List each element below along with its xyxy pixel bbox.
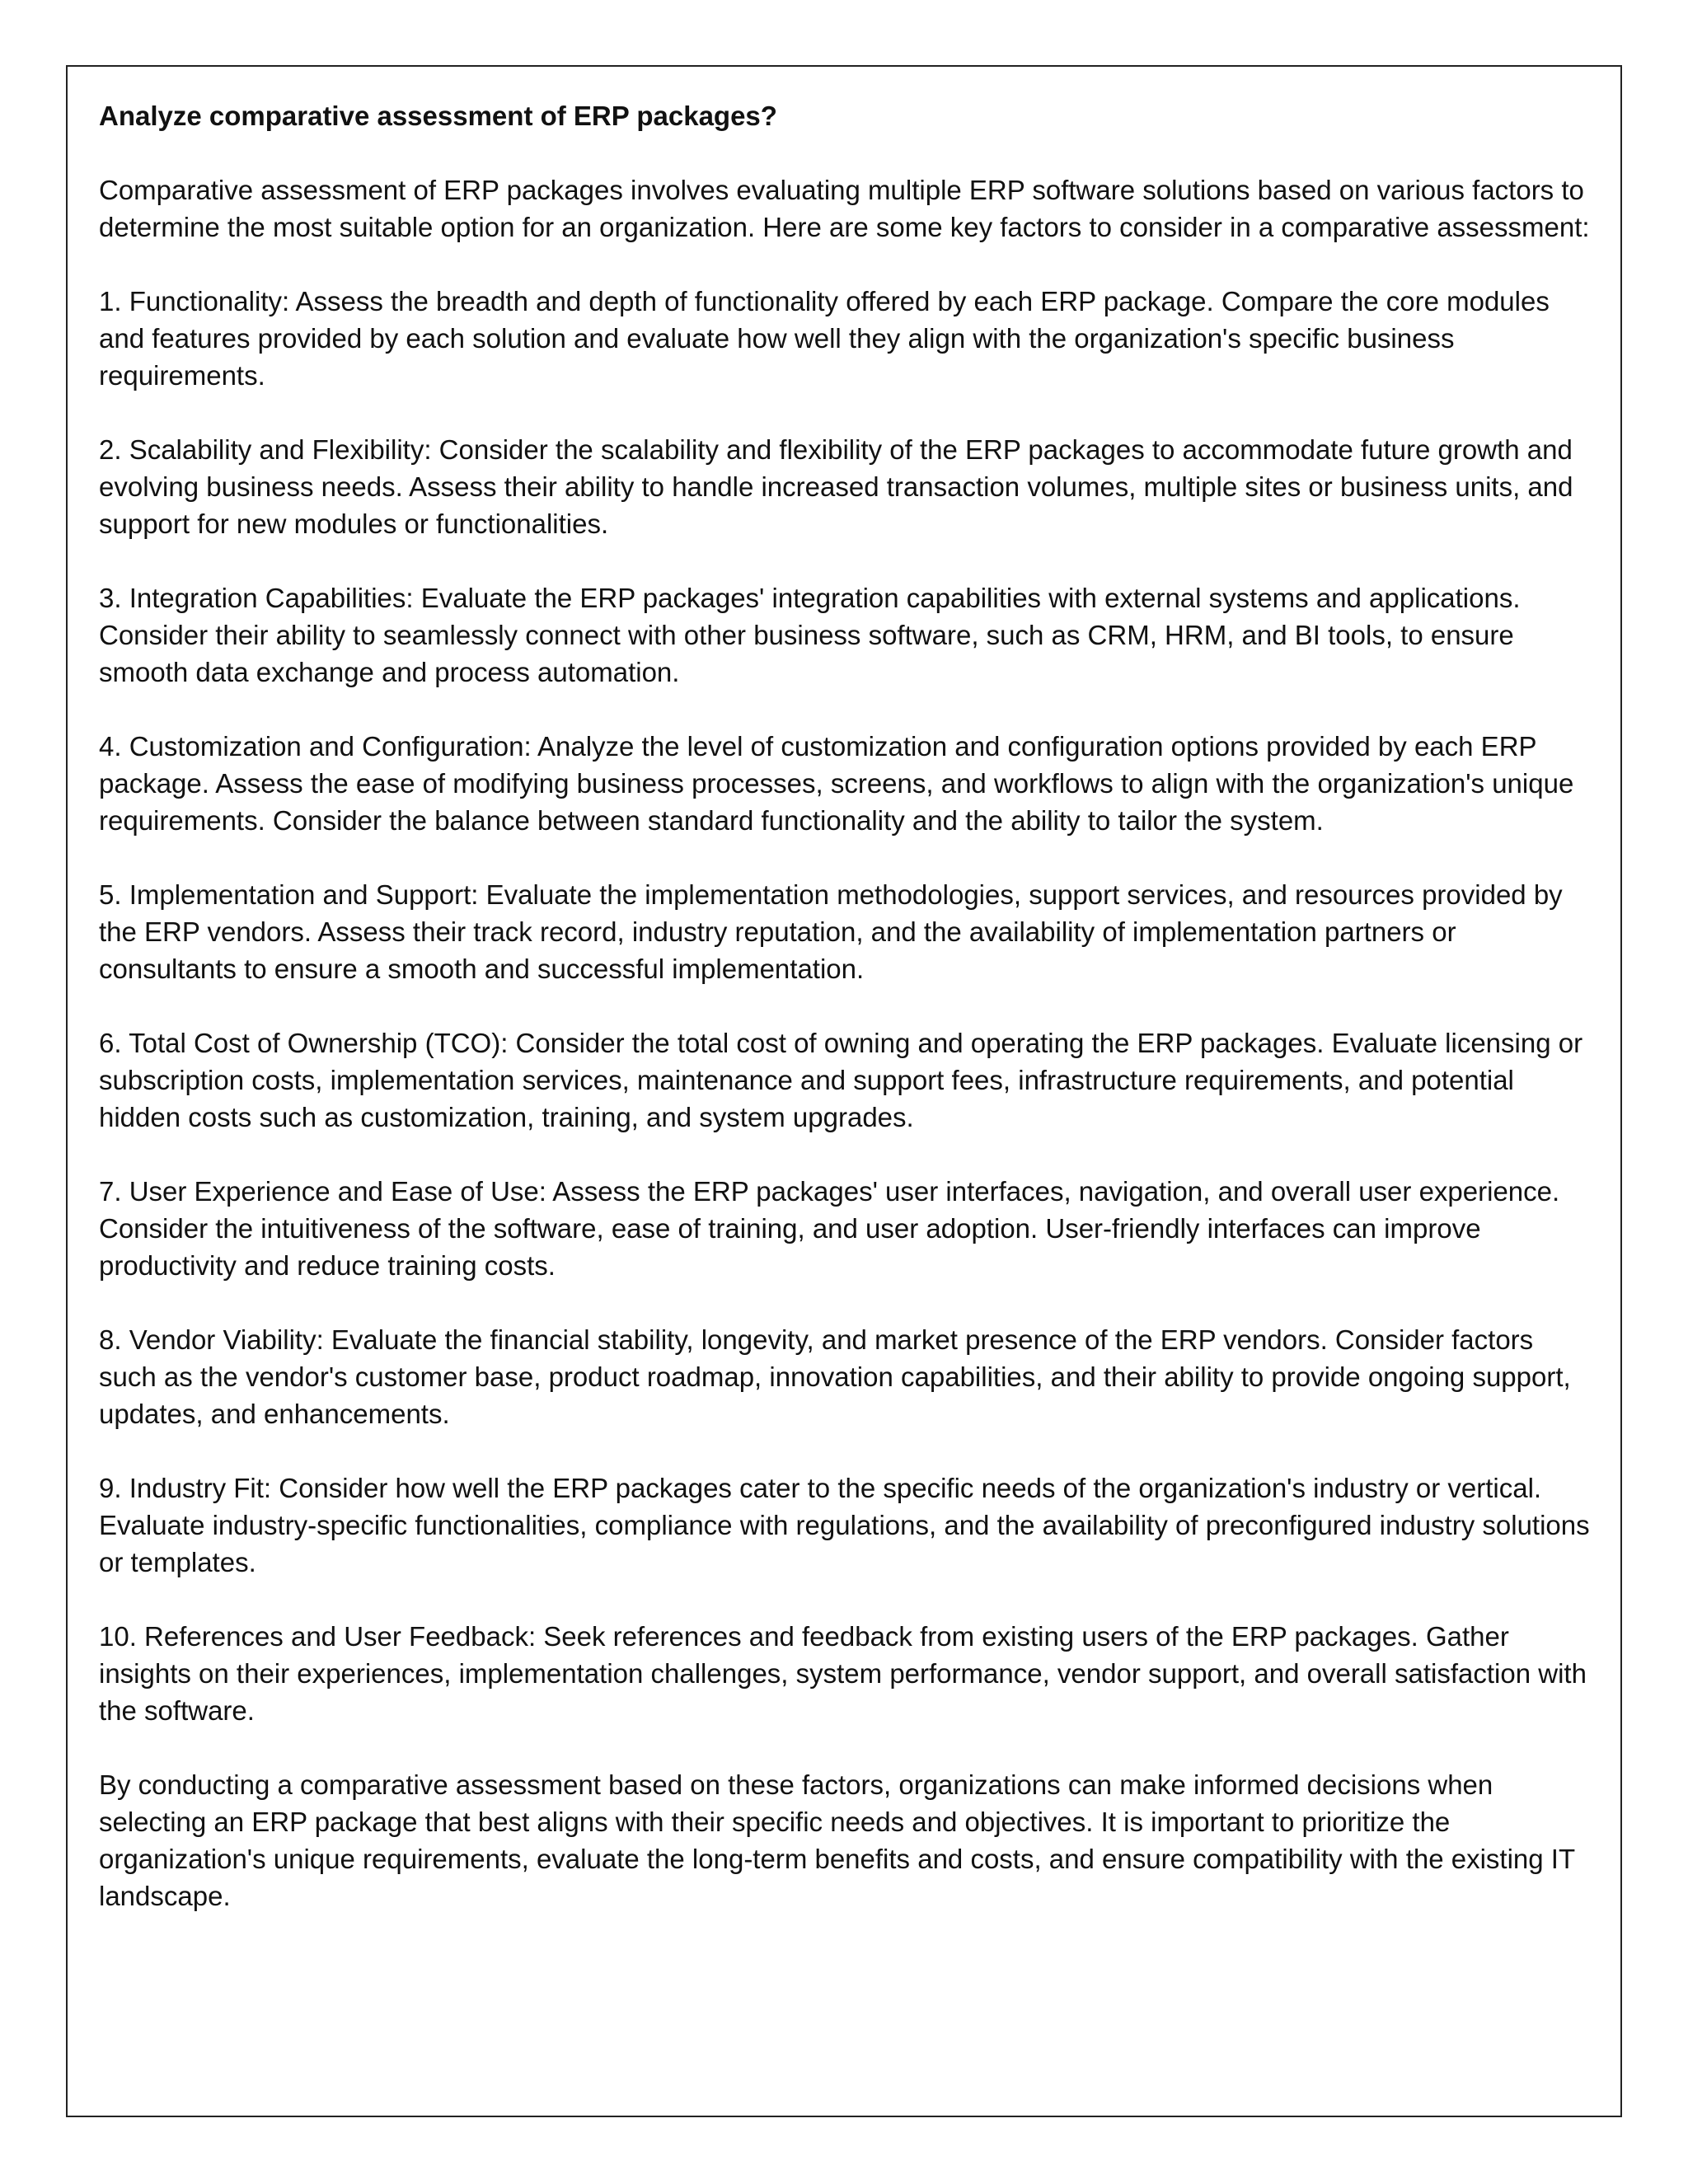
document-body (99, 97, 1592, 1952)
intro-paragraph: Comparative assessment of ERP packages involves evaluating multiple ERP software solutions based on various factors to determine the most suitable option for an organization. Here are some key factors to consider in a comparative assessment: (99, 175, 1590, 242)
factor-tco: 6. Total Cost of Ownership (TCO): Consider the total cost of owning and operating the ERP packages. Evaluate licensing or subscription costs, implementation services, maintenance and support fees, infrastructure requirements, and potential hidden costs such as customization, training, and system upgrades. (99, 1028, 1583, 1132)
factor-industry-fit: 9. Industry Fit: Consider how well the ERP packages cater to the specific needs of the organization's industry or vertical. Evaluate industry-specific functionalities, compliance with regulations, and the availability of preconfigured industry solutions or templates. (99, 1473, 1590, 1577)
conclusion-paragraph: By conducting a comparative assessment based on these factors, organizations can make informed decisions when selecting an ERP package that best aligns with their specific needs and objectives. It is important to prioritize the organization's unique requirements, evaluate the long-term benefits and costs, and ensure compatibility with the existing IT landscape. (99, 1769, 1575, 1911)
factor-vendor-viability: 8. Vendor Viability: Evaluate the financial stability, longevity, and market presence of the ERP vendors. Consider factors such as the vendor's customer base, product roadmap, innovation capabilities, and their ability to provide ongoing support, updates, and enhancements. (99, 1324, 1571, 1429)
factor-functionality: 1. Functionality: Assess the breadth and depth of functionality offered by each ERP package. Compare the core modules and features provided by each solution and evaluate how well they align with the organization's specific business requirements. (99, 286, 1550, 391)
factor-integration: 3. Integration Capabilities: Evaluate the ERP packages' integration capabilities with external systems and applications. Consider their ability to seamlessly connect with other business software, such as CRM, HRM, and BI tools, to ensure smooth data exchange and process automation. (99, 583, 1521, 687)
question-heading: Analyze comparative assessment of ERP packages? (99, 101, 777, 131)
factor-customization: 4. Customization and Configuration: Analyze the level of customization and configuration options provided by each ERP package. Assess the ease of modifying business processes, screens, and workflows to align with the organization's unique requirements. Consider the balance between standard functionality and the ability to tailor the system. (99, 731, 1574, 836)
factor-user-experience: 7. User Experience and Ease of Use: Assess the ERP packages' user interfaces, navigation, and overall user experience. Consider the intuitiveness of the software, ease of training, and user adoption. User-friendly interfaces can improve productivity and reduce training costs. (99, 1176, 1560, 1281)
factor-scalability: 2. Scalability and Flexibility: Consider the scalability and flexibility of the ERP packages to accommodate future growth and evolving business needs. Assess their ability to handle increased transaction volumes, multiple sites or business units, and support for new modules or functionalities. (99, 434, 1573, 539)
factor-references: 10. References and User Feedback: Seek references and feedback from existing users of the ERP packages. Gather insights on their experiences, implementation challenges, system performance, vendor support, and overall satisfaction with the software. (99, 1621, 1587, 1726)
factor-implementation: 5. Implementation and Support: Evaluate the implementation methodologies, support services, and resources provided by the ERP vendors. Assess their track record, industry reputation, and the availability of implementation partners or consultants to ensure a smooth and successful implementation. (99, 879, 1563, 984)
